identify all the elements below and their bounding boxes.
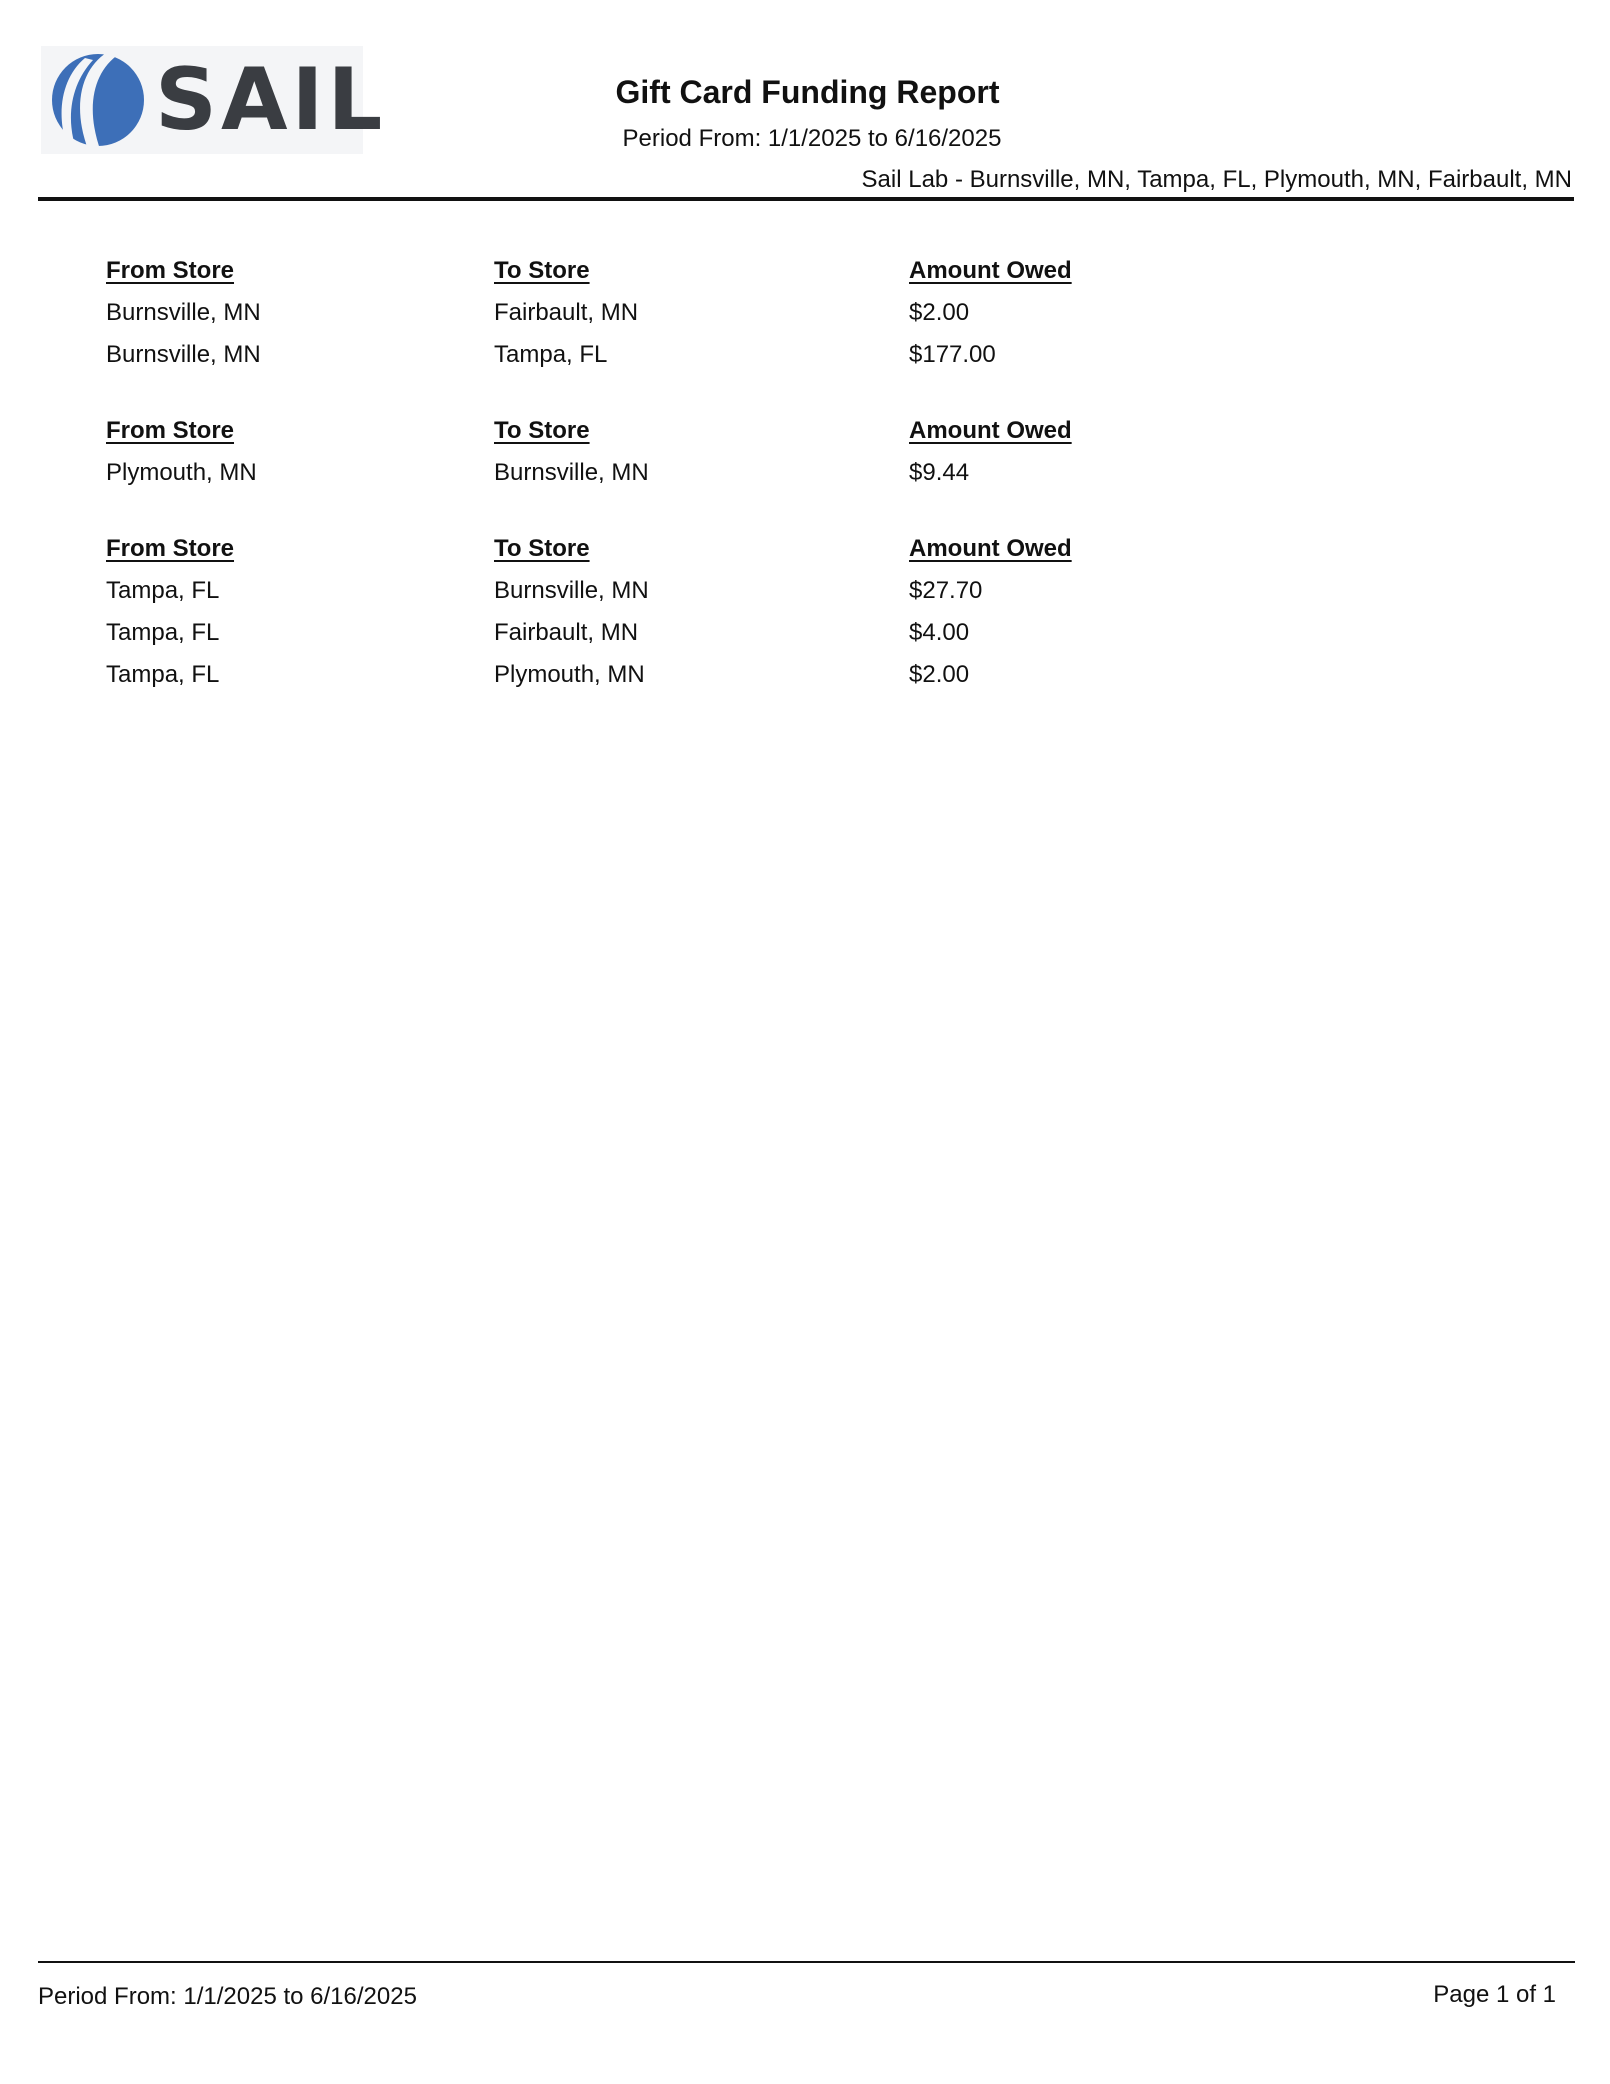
amount-owed-cell: $2.00 (909, 299, 970, 326)
amount-owed-cell: $4.00 (909, 619, 970, 646)
table-row (0, 452, 1610, 494)
amount-owed-cell: $9.44 (909, 459, 970, 486)
report-stores: Sail Lab - Burnsville, MN, Tampa, FL, Plymouth, MN, Fairbault, MN (861, 166, 1572, 193)
header-divider (38, 197, 1574, 201)
table-row (0, 334, 1610, 376)
to-store-cell: Tampa, FL (494, 341, 608, 368)
transfer-group (0, 528, 1610, 696)
amount-owed-cell: $27.70 (909, 577, 983, 604)
transfer-group (0, 250, 1610, 376)
from-store-cell: Tampa, FL (106, 619, 220, 646)
table-row (0, 612, 1610, 654)
table-row (0, 570, 1610, 612)
amount-owed-cell: $177.00 (909, 341, 996, 368)
column-header-row (0, 410, 1610, 452)
column-header-row (0, 250, 1610, 292)
report-period-text: Period From: 1/1/2025 to 6/16/2025 (622, 125, 1002, 152)
column-header-to-store: To Store (494, 257, 590, 284)
amount-owed-cell: $2.00 (909, 661, 970, 688)
to-store-cell: Burnsville, MN (494, 459, 649, 486)
report-title (0, 72, 1610, 112)
table-row (0, 292, 1610, 334)
page-number: Page 1 of 1 (1433, 1981, 1556, 2008)
column-header-amount-owed: Amount Owed (909, 417, 1072, 444)
logo-wordmark: SAIL (155, 50, 387, 150)
to-store-cell: Burnsville, MN (494, 577, 649, 604)
to-store-cell: Fairbault, MN (494, 619, 639, 646)
from-store-cell: Burnsville, MN (106, 341, 261, 368)
column-header-amount-owed: Amount Owed (909, 257, 1072, 284)
from-store-cell: Burnsville, MN (106, 299, 261, 326)
column-header-to-store: To Store (494, 417, 590, 444)
footer-divider (38, 1961, 1575, 1963)
column-header-from-store: From Store (106, 535, 235, 562)
from-store-cell: Tampa, FL (106, 661, 220, 688)
column-header-from-store: From Store (106, 257, 235, 284)
report-title-text: Gift Card Funding Report (615, 74, 1000, 110)
column-header-to-store: To Store (494, 535, 590, 562)
column-header-from-store: From Store (106, 417, 235, 444)
to-store-cell: Fairbault, MN (494, 299, 639, 326)
to-store-cell: Plymouth, MN (494, 661, 645, 688)
transfer-group (0, 410, 1610, 494)
from-store-cell: Plymouth, MN (106, 459, 257, 486)
footer-period: Period From: 1/1/2025 to 6/16/2025 (38, 1983, 417, 2010)
from-store-cell: Tampa, FL (106, 577, 220, 604)
table-row (0, 654, 1610, 696)
column-header-row (0, 528, 1610, 570)
column-header-amount-owed: Amount Owed (909, 535, 1072, 562)
report-period (0, 124, 1610, 154)
